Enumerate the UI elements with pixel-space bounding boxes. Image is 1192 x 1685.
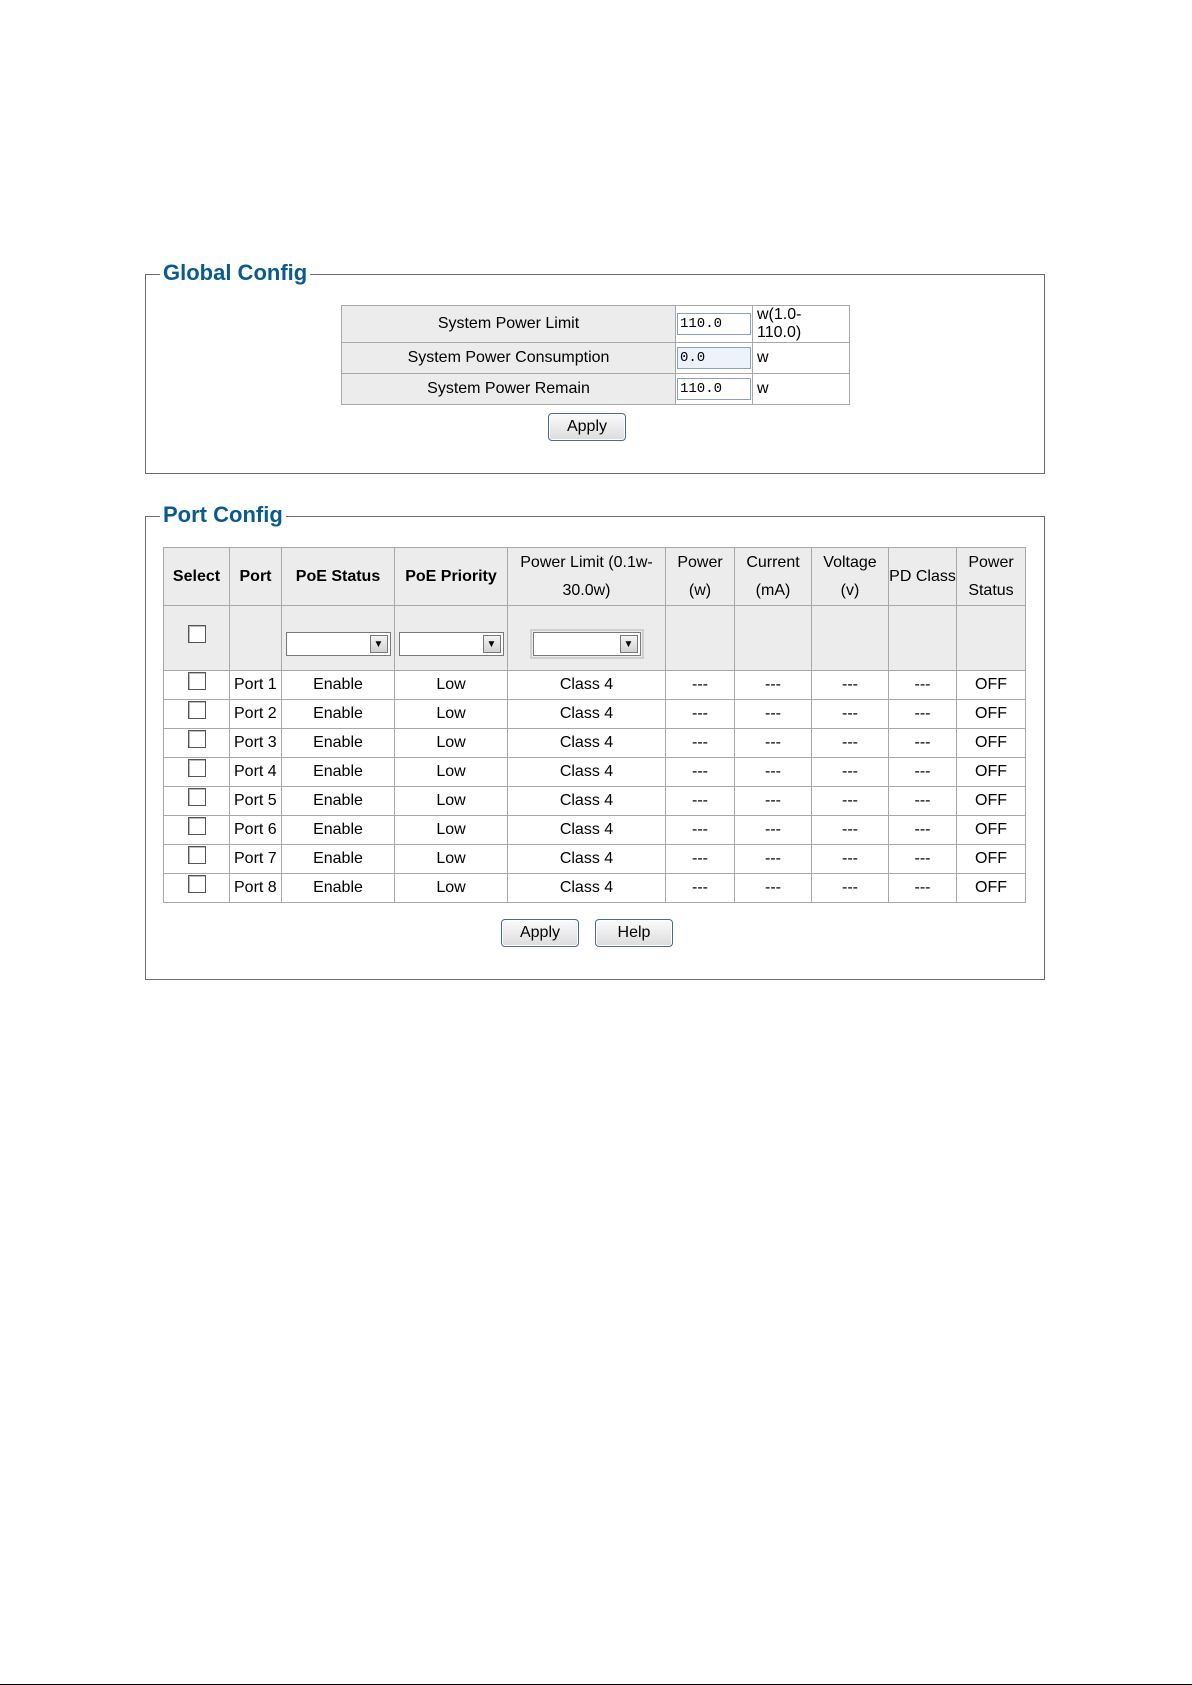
current: --- [735,700,812,729]
port-config-table [163,547,1026,903]
col-poe-priority: PoE Priority [395,548,508,606]
voltage: --- [812,816,889,845]
poe-priority: Low [395,671,508,700]
current: --- [735,874,812,903]
current: --- [735,787,812,816]
power-status: OFF [957,874,1026,903]
port-name: Port 7 [230,845,282,874]
power-limit: Class 4 [508,787,666,816]
col-power: Power (w) [666,548,735,606]
system-power-remain-unit: w [753,374,850,405]
poe-status: Enable [282,816,395,845]
poe-priority: Low [395,729,508,758]
row-checkbox[interactable] [188,730,206,748]
current: --- [735,729,812,758]
table-row [164,700,1026,729]
row-checkbox[interactable] [188,701,206,719]
col-voltage: Voltage (v) [812,548,889,606]
system-power-consumption-label: System Power Consumption [342,343,676,374]
system-power-consumption-field [677,347,751,369]
table-row [164,758,1026,787]
system-power-remain-row [342,374,850,405]
power: --- [666,787,735,816]
current: --- [735,816,812,845]
poe-priority: Low [395,874,508,903]
pd-class: --- [889,787,957,816]
system-power-limit-unit: w(1.0-110.0) [753,306,850,343]
table-row [164,816,1026,845]
power: --- [666,671,735,700]
pd-class: --- [889,816,957,845]
system-power-remain-label: System Power Remain [342,374,676,405]
current: --- [735,671,812,700]
row-checkbox[interactable] [188,759,206,777]
global-config-panel [145,260,1045,474]
table-header-row [164,548,1026,606]
poe-status-select[interactable] [286,632,391,656]
pd-class: --- [889,758,957,787]
power-status: OFF [957,729,1026,758]
chevron-down-icon: ▼ [370,635,388,653]
poe-status: Enable [282,729,395,758]
voltage: --- [812,700,889,729]
system-power-consumption-unit: w [753,343,850,374]
port-config-legend: Port Config [160,501,286,529]
power-status: OFF [957,845,1026,874]
power-status: OFF [957,816,1026,845]
power-limit-select[interactable] [533,632,641,656]
port-name: Port 8 [230,874,282,903]
voltage: --- [812,729,889,758]
port-apply-button[interactable]: Apply [501,919,579,947]
col-poe-status: PoE Status [282,548,395,606]
power-limit: Class 4 [508,758,666,787]
help-button[interactable]: Help [595,919,673,947]
row-checkbox[interactable] [188,846,206,864]
table-row [164,787,1026,816]
pd-class: --- [889,671,957,700]
global-config-table [341,305,850,405]
port-name: Port 5 [230,787,282,816]
table-row [164,874,1026,903]
current: --- [735,845,812,874]
system-power-consumption-row [342,343,850,374]
poe-priority: Low [395,845,508,874]
power-status: OFF [957,758,1026,787]
row-checkbox[interactable] [188,672,206,690]
voltage: --- [812,787,889,816]
voltage: --- [812,758,889,787]
power-limit: Class 4 [508,845,666,874]
poe-status: Enable [282,758,395,787]
port-name: Port 4 [230,758,282,787]
poe-status: Enable [282,845,395,874]
voltage: --- [812,874,889,903]
power-status: OFF [957,671,1026,700]
poe-priority: Low [395,816,508,845]
power-status: OFF [957,787,1026,816]
pd-class: --- [889,874,957,903]
col-select: Select [164,548,230,606]
col-port: Port [230,548,282,606]
bulk-edit-row [164,606,1026,671]
poe-priority: Low [395,758,508,787]
power-status: OFF [957,700,1026,729]
poe-priority: Low [395,700,508,729]
row-checkbox[interactable] [188,875,206,893]
row-checkbox[interactable] [188,817,206,835]
global-apply-button[interactable]: Apply [548,413,626,441]
voltage: --- [812,845,889,874]
poe-status: Enable [282,700,395,729]
power-limit: Class 4 [508,671,666,700]
system-power-limit-label: System Power Limit [342,306,676,343]
power: --- [666,845,735,874]
power-limit: Class 4 [508,700,666,729]
power-limit: Class 4 [508,874,666,903]
port-name: Port 2 [230,700,282,729]
table-row [164,729,1026,758]
chevron-down-icon: ▼ [620,635,638,653]
system-power-limit-row [342,306,850,343]
port-name: Port 6 [230,816,282,845]
port-name: Port 3 [230,729,282,758]
poe-status: Enable [282,671,395,700]
current: --- [735,758,812,787]
chevron-down-icon: ▼ [483,635,501,653]
power: --- [666,816,735,845]
power: --- [666,729,735,758]
global-config-legend: Global Config [160,259,310,287]
poe-priority: Low [395,787,508,816]
col-current: Current (mA) [735,548,812,606]
system-power-remain-field [677,378,751,400]
power: --- [666,700,735,729]
power-limit: Class 4 [508,729,666,758]
pd-class: --- [889,700,957,729]
power: --- [666,758,735,787]
row-checkbox[interactable] [188,788,206,806]
col-power-limit: Power Limit (0.1w-30.0w) [508,548,666,606]
port-config-panel [145,502,1045,980]
col-power-status: Power Status [957,548,1026,606]
poe-status: Enable [282,874,395,903]
pd-class: --- [889,845,957,874]
poe-status: Enable [282,787,395,816]
pd-class: --- [889,729,957,758]
system-power-limit-input[interactable] [677,313,751,335]
select-all-checkbox[interactable] [188,625,206,643]
col-pd-class: PD Class [889,548,957,606]
power-limit: Class 4 [508,816,666,845]
voltage: --- [812,671,889,700]
port-name: Port 1 [230,671,282,700]
power: --- [666,874,735,903]
table-row [164,845,1026,874]
poe-priority-select[interactable] [399,632,504,656]
table-row [164,671,1026,700]
